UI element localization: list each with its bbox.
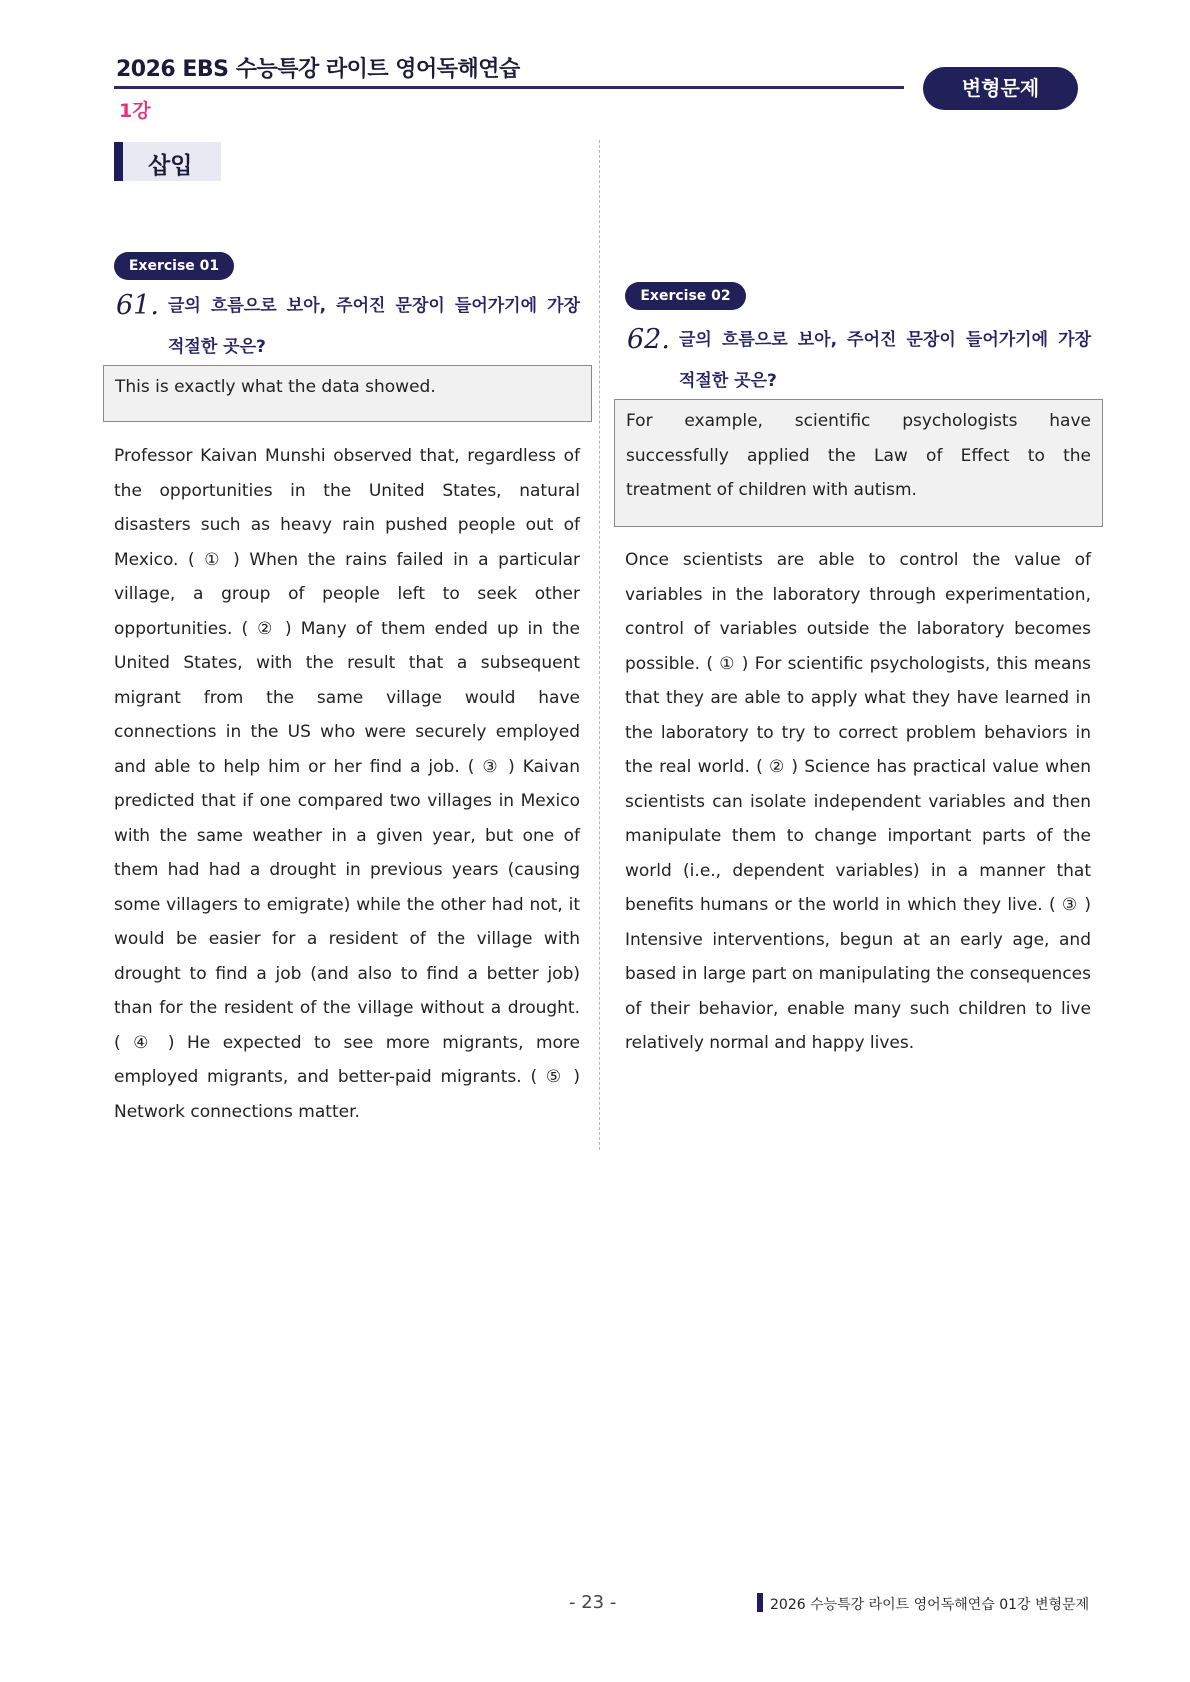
column-divider <box>599 140 600 1150</box>
question-61-given-sentence: This is exactly what the data showed. <box>103 365 592 422</box>
question-62-passage: Once scientists are able to control the value of variables in the laboratory through experimentation, control of variables outside the laboratory becomes possible. ( ① ) For scientific psychologists, this means that they are able to apply what they have learned in the laboratory to try to correct problem behaviors in the real world. ( ② ) Science has practical value when scientists can isolate independent variables and then manipulate them to change important parts of the world (i.e., dependent variables) in a manner that benefits humans or the world in which they live. ( ③ ) Intensive interventions, begun at an early age, and based in large part on manipulating the consequences of their behavior, enable many such children to live relatively normal and happy lives. <box>625 550 1091 1053</box>
variant-badge: 변형문제 <box>923 67 1078 110</box>
lesson-label: 1강 <box>119 100 151 122</box>
question-61-passage: Professor Kaivan Munshi observed that, regardless of the opportunities in the United States, natural disasters such as heavy rain pushed people out of Mexico. ( ① ) When the rains failed in a particular village, a group of people left to seek other opportunities. ( ② ) Many of them ended up in the United States, with the result that a subsequent migrant from the same village would have connections in the US who were securely employed and able to help him or her find a job. ( ③ ) Kaivan predicted that if one compared two villages in Mexico with the same weather in a given year, but one of them had had a drought in previous years (causing some villagers to emigrate) while the other had not, it would be easier for a resident of the village with drought to find a job (and also to find a better job) than for the resident of the village without a drought. ( ④ ) He expected to see more migrants, more employed migrants, and better-paid migrants. ( ⑤ ) Network connections matter. <box>114 446 580 1122</box>
question-61-prompt-line1: 글의 흐름으로 보아, 주어진 문장이 들어가기에 가장 <box>168 296 580 316</box>
header-divider <box>114 86 904 89</box>
page-number: - 23 - <box>569 1592 617 1613</box>
document-title: 2026 EBS 수능특강 라이트 영어독해연습 <box>116 57 520 82</box>
exercise-02-badge: Exercise 02 <box>625 282 746 310</box>
footer-accent-bar <box>757 1593 763 1612</box>
footer-document-label: 2026 수능특강 라이트 영어독해연습 01강 변형문제 <box>770 1597 1090 1613</box>
question-61-number: 61. <box>116 290 159 321</box>
question-62-prompt-line1: 글의 흐름으로 보아, 주어진 문장이 들어가기에 가장 <box>679 330 1091 350</box>
question-62-given-sentence: For example, scientific psychologists have successfully applied the Law of Effect to the treatment of children with autism. <box>614 399 1103 527</box>
section-title: 삽입 <box>148 153 193 179</box>
question-62-prompt-line2: 적절한 곳은? <box>679 371 777 391</box>
exercise-01-badge: Exercise 01 <box>114 252 234 280</box>
question-61-prompt-line2: 적절한 곳은? <box>168 337 266 357</box>
question-62-number: 62. <box>627 324 670 355</box>
